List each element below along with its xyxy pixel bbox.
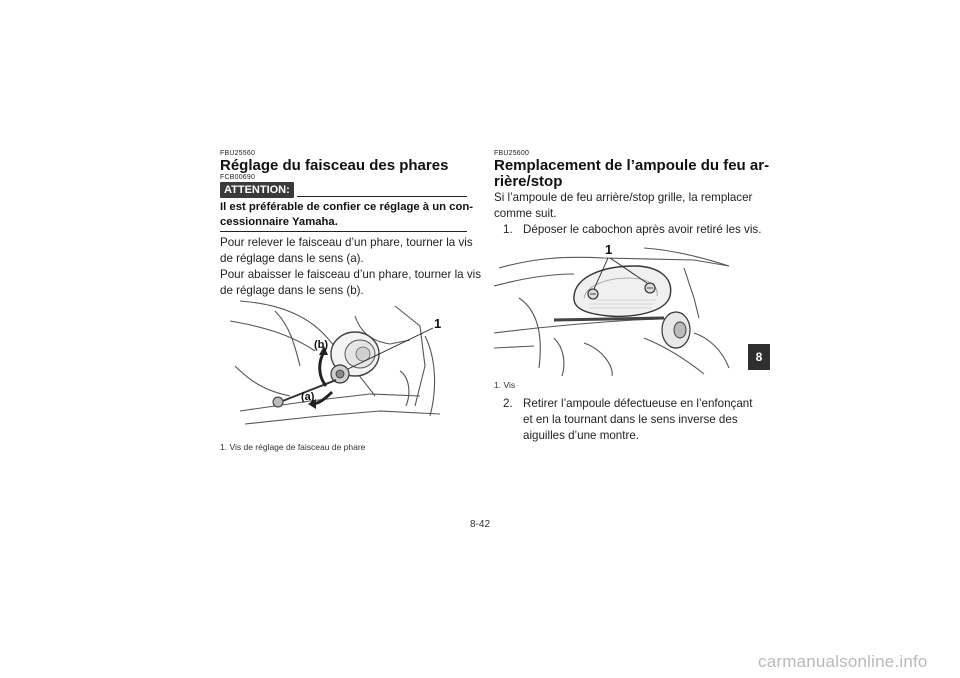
paragraph-line-1: Pour relever le faisceau d’un phare, tourner la vis <box>220 236 473 249</box>
attention-text-line1: Il est préférable de confier ce réglage à un con- <box>220 201 474 213</box>
attention-rule-top <box>297 196 467 197</box>
chapter-tab-number: 8 <box>755 350 763 364</box>
figure-caption-right: 1. Vis <box>494 380 516 390</box>
watermark: carmanualsonline.info <box>758 652 928 671</box>
step-2-text-line1: Retirer l’ampoule défectueuse en l’enfonçant <box>523 397 753 410</box>
intro-line-1: Si l’ampoule de feu arrière/stop grille, la remplacer <box>494 191 753 204</box>
step-2-text-line3: aiguilles d’une montre. <box>523 429 640 442</box>
attention-badge: ATTENTION: <box>220 182 294 198</box>
step-1 <box>503 222 761 238</box>
label-direction-a: (a) <box>301 391 315 403</box>
section-code-left: FBU25560 <box>220 150 256 157</box>
intro-line-2: comme suit. <box>494 207 557 220</box>
callout-number-1: 1 <box>434 316 442 331</box>
chapter-tab <box>748 344 770 370</box>
page-number: 8-42 <box>470 519 491 530</box>
figure-caption-left: 1. Vis de réglage de faisceau de phare <box>220 442 366 452</box>
section-title-left: Réglage du faisceau des phares <box>220 157 449 174</box>
callout-number-1-right: 1 <box>605 242 613 257</box>
section-title-right-line1: Remplacement de l’ampoule du feu ar- <box>494 157 770 174</box>
arrow-direction-b <box>320 352 326 386</box>
attention-text-line2: cessionnaire Yamaha. <box>220 216 338 228</box>
paragraph-line-4: de réglage dans le sens (b). <box>220 284 364 297</box>
step-1-number: 1. <box>503 223 513 236</box>
paragraph-line-2: de réglage dans le sens (a). <box>220 252 364 265</box>
attention-code: FCB00690 <box>220 174 256 181</box>
step-1-text: Déposer le cabochon après avoir retiré les vis. <box>523 223 762 236</box>
step-2-number: 2. <box>503 397 513 410</box>
attention-header <box>220 182 467 198</box>
taillight-figure <box>494 238 741 378</box>
headlight-adjustment-figure <box>220 296 467 436</box>
section-title-right-line2: rière/stop <box>494 173 563 190</box>
section-code-right: FBU25600 <box>494 150 530 157</box>
step-2-text-line2: et en la tournant dans le sens inverse des <box>523 413 738 426</box>
label-direction-b: (b) <box>314 339 329 351</box>
attention-rule-bottom <box>220 231 467 232</box>
paragraph-line-3: Pour abaisser le faisceau d’un phare, tourner la vis <box>220 268 482 281</box>
step-2 <box>503 396 752 412</box>
